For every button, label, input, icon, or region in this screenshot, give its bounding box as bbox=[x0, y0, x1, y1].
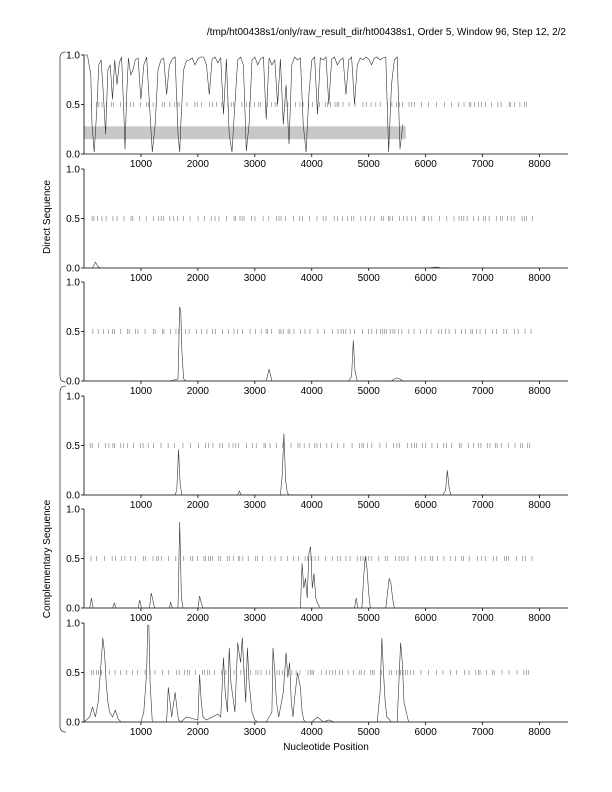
x-axis-title: Nucleotide Position bbox=[283, 742, 369, 753]
y-tick-label: 1.0 bbox=[66, 50, 80, 62]
x-tick-label: 1000 bbox=[129, 159, 153, 170]
panel-complementary-frame-2 bbox=[66, 505, 568, 625]
x-tick-label: 5000 bbox=[357, 727, 380, 738]
y-tick-label: 1.0 bbox=[66, 164, 80, 176]
x-tick-label: 2000 bbox=[186, 273, 210, 284]
x-tick-label: 7000 bbox=[471, 386, 494, 397]
x-tick-label: 8000 bbox=[528, 273, 551, 284]
complementary-brace bbox=[60, 386, 66, 732]
x-tick-label: 3000 bbox=[243, 613, 266, 624]
x-tick-label: 1000 bbox=[129, 386, 153, 397]
x-tick-label: 7000 bbox=[471, 727, 494, 738]
marker-row bbox=[92, 216, 532, 221]
x-tick-label: 7000 bbox=[471, 500, 494, 511]
y-tick-label: 0.0 bbox=[66, 149, 80, 161]
y-tick-label: 0.0 bbox=[66, 717, 80, 729]
x-tick-label: 6000 bbox=[414, 500, 437, 511]
x-tick-label: 4000 bbox=[300, 500, 323, 511]
x-tick-label: 5000 bbox=[357, 159, 380, 170]
x-tick-label: 5000 bbox=[357, 500, 380, 511]
panel-direct-frame-1 bbox=[66, 51, 568, 171]
shaded-region bbox=[84, 126, 406, 139]
y-tick-label: 0.0 bbox=[66, 603, 80, 615]
marker-row bbox=[91, 102, 526, 107]
y-tick-label: 0.5 bbox=[66, 214, 80, 225]
panels bbox=[66, 51, 568, 739]
x-tick-label: 6000 bbox=[414, 613, 437, 624]
x-tick-label: 2000 bbox=[186, 386, 210, 397]
x-tick-label: 2000 bbox=[186, 159, 210, 170]
x-tick-label: 1000 bbox=[129, 727, 153, 738]
series-line bbox=[84, 522, 568, 608]
direct-brace bbox=[60, 52, 66, 382]
y-tick-label: 1.0 bbox=[66, 277, 80, 289]
series-line bbox=[84, 262, 568, 268]
x-tick-label: 6000 bbox=[414, 159, 437, 170]
series-line bbox=[84, 307, 568, 381]
panel-complementary-frame-3 bbox=[66, 619, 568, 739]
x-tick-label: 6000 bbox=[414, 273, 437, 284]
marker-row bbox=[92, 670, 529, 675]
x-tick-label: 3000 bbox=[243, 500, 266, 511]
x-tick-label: 4000 bbox=[300, 386, 323, 397]
x-tick-label: 8000 bbox=[528, 159, 551, 170]
x-tick-label: 1000 bbox=[129, 613, 153, 624]
direct-sequence-label: Direct Sequence bbox=[42, 180, 53, 254]
x-tick-label: 3000 bbox=[243, 727, 266, 738]
x-tick-label: 5000 bbox=[357, 613, 380, 624]
x-tick-label: 2000 bbox=[186, 727, 210, 738]
x-tick-label: 8000 bbox=[528, 613, 551, 624]
y-tick-label: 1.0 bbox=[66, 504, 80, 516]
series-line bbox=[84, 434, 568, 495]
y-tick-label: 0.0 bbox=[66, 263, 80, 275]
panel-direct-frame-3 bbox=[66, 278, 568, 398]
y-tick-label: 0.5 bbox=[66, 668, 80, 679]
marker-row bbox=[91, 556, 532, 561]
x-tick-label: 3000 bbox=[243, 159, 266, 170]
marker-row bbox=[90, 443, 530, 448]
x-tick-label: 8000 bbox=[528, 727, 551, 738]
x-tick-label: 8000 bbox=[528, 386, 551, 397]
x-tick-label: 5000 bbox=[357, 386, 380, 397]
x-tick-label: 7000 bbox=[471, 613, 494, 624]
x-tick-label: 6000 bbox=[414, 727, 437, 738]
x-tick-label: 8000 bbox=[528, 500, 551, 511]
x-tick-label: 2000 bbox=[186, 613, 210, 624]
x-tick-label: 3000 bbox=[243, 386, 266, 397]
y-tick-label: 0.5 bbox=[66, 554, 80, 565]
x-tick-label: 6000 bbox=[414, 386, 437, 397]
x-tick-label: 7000 bbox=[471, 159, 494, 170]
header-title: /tmp/ht00438s1/only/raw_result_dir/ht00438s1, Order 5, Window 96, Step 12, 2/2 bbox=[206, 27, 566, 38]
y-tick-label: 0.0 bbox=[66, 490, 80, 502]
x-tick-label: 4000 bbox=[300, 159, 323, 170]
x-tick-label: 5000 bbox=[357, 273, 380, 284]
marker-row bbox=[93, 329, 531, 334]
y-tick-label: 0.5 bbox=[66, 441, 80, 452]
x-tick-label: 7000 bbox=[471, 273, 494, 284]
x-tick-label: 2000 bbox=[186, 500, 210, 511]
y-tick-label: 0.5 bbox=[66, 327, 80, 338]
x-tick-label: 4000 bbox=[300, 613, 323, 624]
y-tick-label: 0.0 bbox=[66, 376, 80, 388]
x-tick-label: 4000 bbox=[300, 727, 323, 738]
y-tick-label: 1.0 bbox=[66, 391, 80, 403]
y-tick-label: 1.0 bbox=[66, 618, 80, 630]
panel-complementary-frame-1 bbox=[66, 392, 568, 512]
x-tick-label: 3000 bbox=[243, 273, 266, 284]
x-tick-label: 1000 bbox=[129, 273, 153, 284]
x-tick-label: 1000 bbox=[129, 500, 153, 511]
x-tick-label: 4000 bbox=[300, 273, 323, 284]
complementary-sequence-label: Complementary Sequence bbox=[42, 499, 53, 619]
y-tick-label: 0.5 bbox=[66, 100, 80, 111]
panel-direct-frame-2 bbox=[66, 165, 568, 285]
